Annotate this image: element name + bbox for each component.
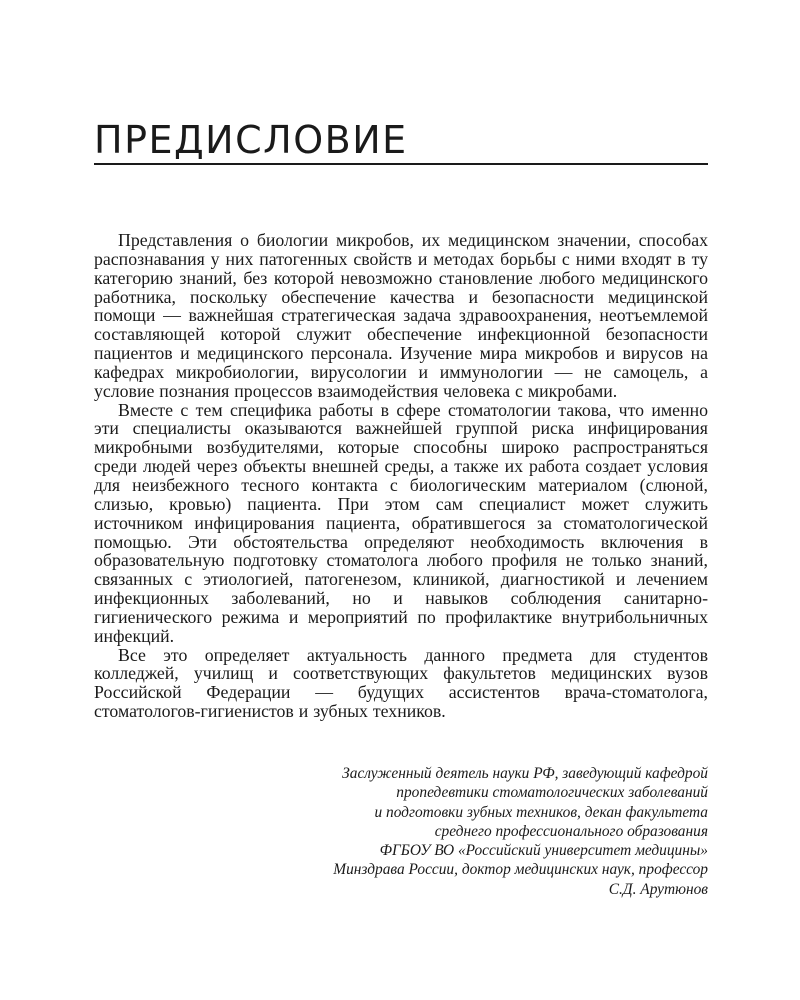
signature-line: Заслуженный деятель науки РФ, заведующий кафедрой xyxy=(342,765,708,782)
author-signature xyxy=(188,764,708,899)
preface-body xyxy=(94,231,708,721)
paragraph-2: Вместе с тем специфика работы в сфере стоматологии такова, что именно эти специалисты оказываются важнейшей группой риска инфицирования микробными возбудителями, которые способны широко распространяться среди людей через объекты внешней среды, а также их работа создает условия для неизбежного тесного контакта с биологическим материалом (слюной, слизью, кровью) пациента. При этом сам специалист может служить источником инфицирования пациента, обратившегося за стоматологической помощью. Эти обстоятельства определяют необходимость включения в образовательную подготовку стоматолога любого профиля не только знаний, связанных с этиологией, патогенезом, клиникой, диагностикой и лечением инфекционных заболеваний, но и навыков соблюдения санитарно-гигиенического режима и мероприятий по профилактике внутрибольничных инфекций. xyxy=(94,399,708,646)
title-divider xyxy=(94,163,708,165)
author-name: С.Д. Арутюнов xyxy=(608,880,708,898)
signature-line: ФГБОУ ВО «Российский университет медицины» xyxy=(379,842,708,860)
signature-line: среднего профессионального образования xyxy=(434,822,708,840)
paragraph-1: Представления о биологии микробов, их медицинском значении, способах распознавания у них патогенных свойств и методах борьбы с ними входят в ту категорию знаний, без которой невозможно становление любого медицинского работника, поскольку обеспечение качества и безопасности медицинской помощи — важнейшая стратегическая задача здравоохранения, неотъемлемой составляющей которой служит обеспечение инфекционной безопасности пациентов и медицинского персонала. Изучение мира микробов и вирусов на кафедрах микробиологии, вирусологии и иммунологии — не самоцель, а условие познания процессов взаимодействия человека с микробами. xyxy=(94,230,708,401)
signature-line: пропедевтики стоматологических заболеваний xyxy=(396,784,708,802)
page-title: ПРЕДИСЛОВИЕ xyxy=(94,118,408,162)
signature-line: и подготовки зубных техников, декан факультета xyxy=(374,803,708,821)
signature-line: Минздрава России, доктор медицинских наук, профессор xyxy=(333,861,708,879)
paragraph-3: Все это определяет актуальность данного предмета для студентов колледжей, училищ и соответствующих факультетов медицинских вузов Российской Федерации — будущих ассистентов врача-стоматолога, стоматологов-гигиенистов и зубных техников. xyxy=(94,644,708,722)
